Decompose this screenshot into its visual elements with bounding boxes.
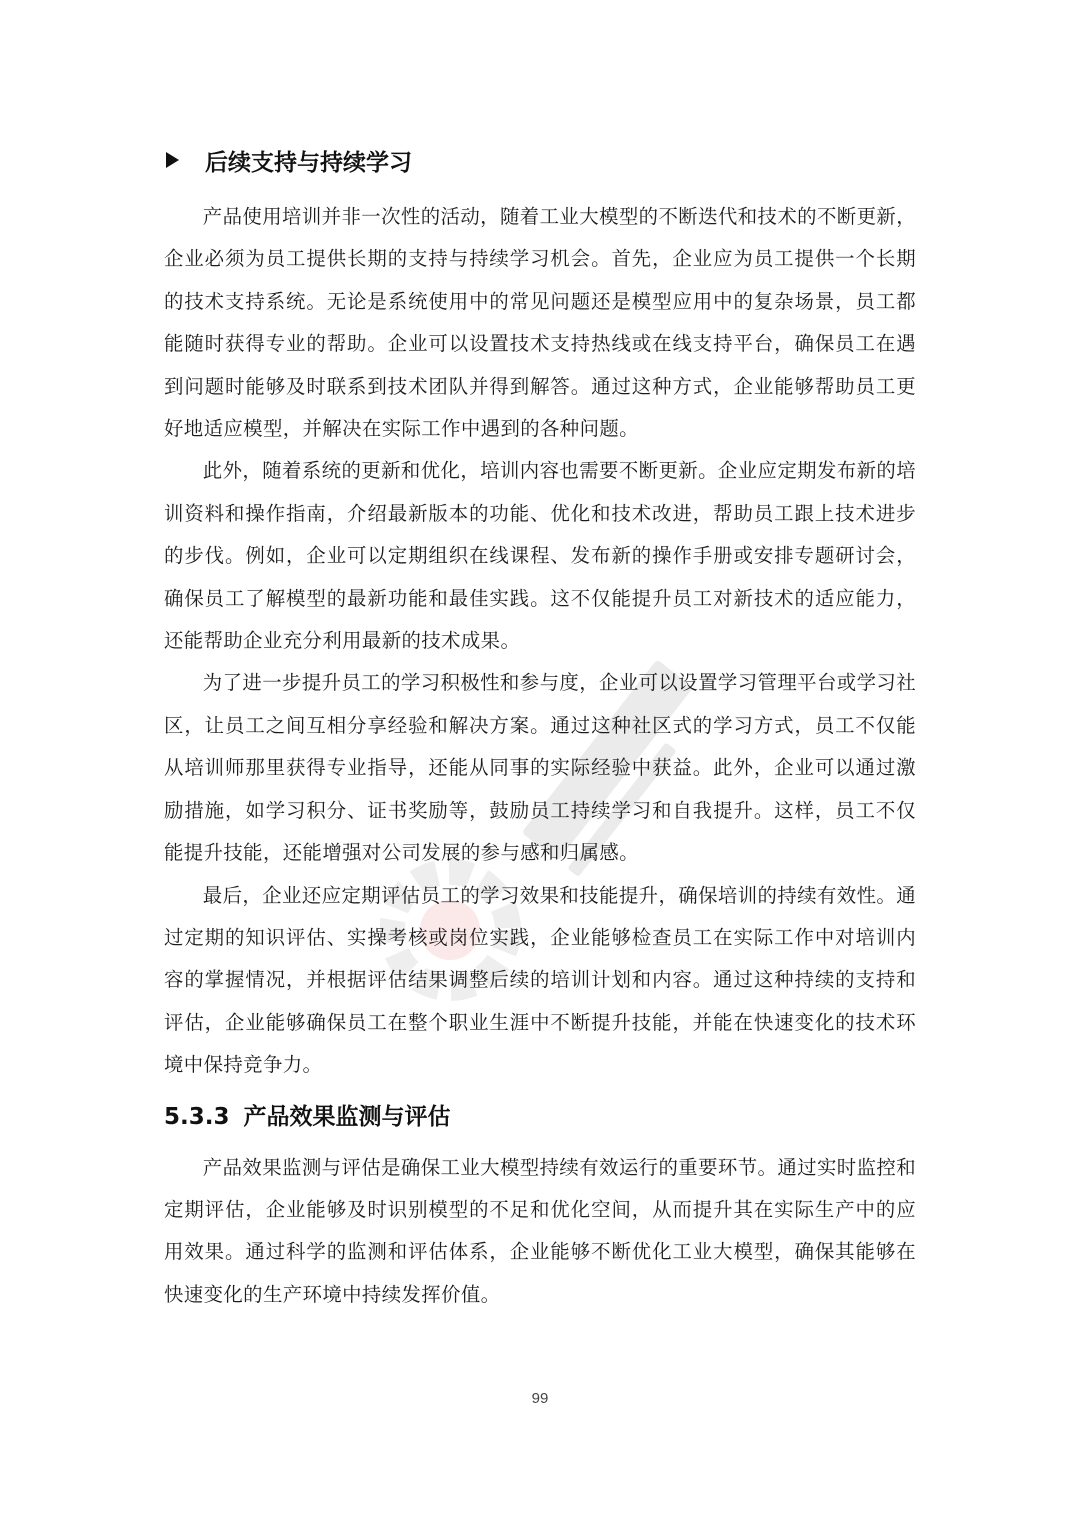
bullet-heading [164, 138, 916, 182]
page-number: 99 [531, 1390, 549, 1407]
paragraph: 此外，随着系统的更新和优化，培训内容也需要不断更新。企业应定期发布新的培训资料和操作指南，介绍最新版本的功能、优化和技术改进，帮助员工跟上技术进步的步伐。例如，企业可以定期组织在线课程、发布新的操作手册或安排专题研讨会，确保员工了解模型的最新功能和最佳实践。这不仅能提升员工对新技术的适应能力，还能帮助企业充分利用最新的技术成果。 [164, 459, 916, 653]
page-content [164, 138, 916, 1316]
paragraph: 产品效果监测与评估是确保工业大模型持续有效运行的重要环节。通过实时监控和定期评估，企业能够及时识别模型的不足和优化空间，从而提升其在实际生产中的应用效果。通过科学的监测和评估体系，企业能够不断优化工业大模型，确保其能够在快速变化的生产环境中持续发挥价值。 [164, 1155, 916, 1306]
paragraph: 为了进一步提升员工的学习积极性和参与度，企业可以设置学习管理平台或学习社区，让员工之间互相分享经验和解决方案。通过这种社区式的学习方式，员工不仅能从培训师那里获得专业指导，还能从同事的实际经验中获益。此外，企业可以通过激励措施，如学习积分、证书奖励等，鼓励员工持续学习和自我提升。这样，员工不仅能提升技能，还能增强对公司发展的参与感和归属感。 [164, 671, 916, 865]
paragraph: 最后，企业还应定期评估员工的学习效果和技能提升，确保培训的持续有效性。通过定期的知识评估、实操考核或岗位实践，企业能够检查员工在实际工作中对培训内容的掌握情况，并根据评估结果调整后续的培训计划和内容。通过这种持续的支持和评估，企业能够确保员工在整个职业生涯中不断提升技能，并能在快速变化的技术环境中保持竞争力。 [164, 883, 916, 1077]
paragraph: 产品使用培训并非一次性的活动，随着工业大模型的不断迭代和技术的不断更新，企业必须为员工提供长期的支持与持续学习机会。首先，企业应为员工提供一个长期的技术支持系统。无论是系统使用中的常见问题还是模型应用中的复杂场景，员工都能随时获得专业的帮助。企业可以设置技术支持热线或在线支持平台，确保员工在遇到问题时能够及时联系到技术团队并得到解答。通过这种方式，企业能够帮助员工更好地适应模型，并解决在实际工作中遇到的各种问题。 [164, 205, 916, 441]
arrow-bullet-icon [166, 152, 179, 168]
bullet-heading-text: 后续支持与持续学习 [205, 149, 412, 176]
section-title-text: 产品效果监测与评估 [243, 1103, 451, 1130]
section-number: 5.3.3 [164, 1103, 230, 1130]
section-heading [164, 1089, 916, 1145]
